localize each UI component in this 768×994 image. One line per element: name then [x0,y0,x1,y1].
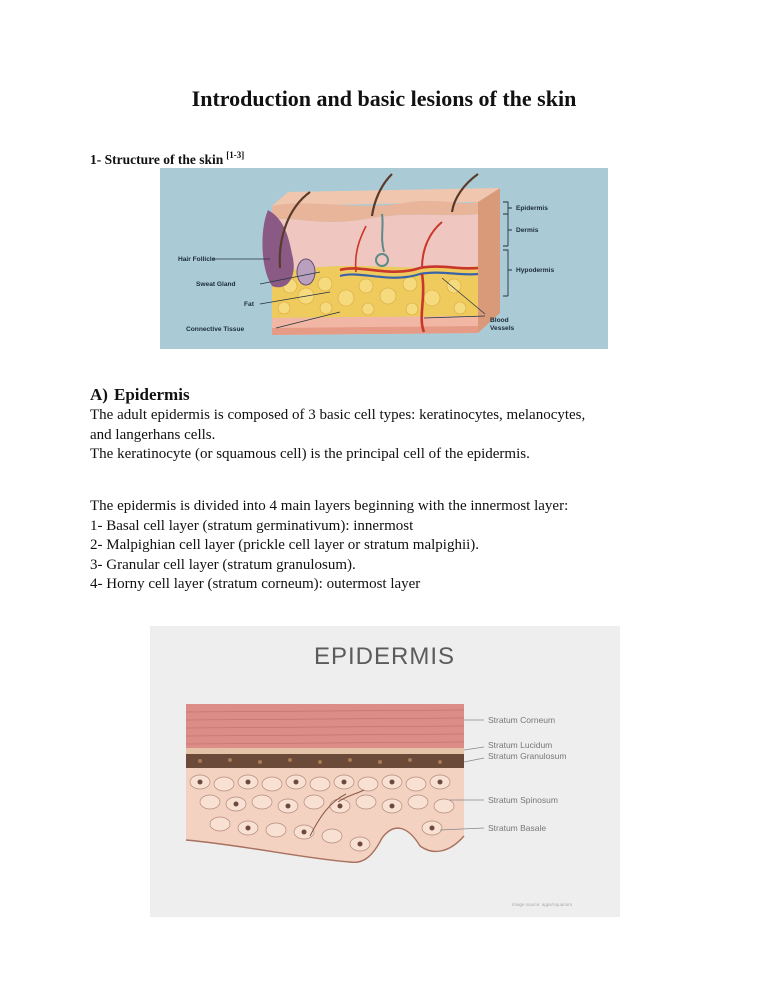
heading-number: A) [90,385,108,404]
label-blood: Blood [490,317,509,324]
list-item: 1- Basal cell layer (stratum germinativum): innermost [90,517,414,534]
list-item: 2- Malpighian cell layer (prickle cell layer or stratum malpighii). [90,537,480,553]
list-item: 3- Granular cell layer (stratum granulosum). [90,556,356,573]
label-dermis: Dermis [516,227,539,234]
label-stratum-basale: Stratum Basale [488,823,547,833]
page-title: Introduction and basic lesions of the skin [191,86,577,111]
epidermis-layers-figure [150,626,620,917]
text-line: and langerhans cells. [90,426,216,443]
label-stratum-spinosum: Stratum Spinosum [488,795,558,805]
label-stratum-granulosum: Stratum Granulosum [488,751,567,761]
label-hair-follicle: Hair Follicle [178,256,216,263]
label-stratum-corneum: Stratum Corneum [488,715,556,725]
paragraph-cell-types [90,406,690,465]
label-connective-tissue: Connective Tissue [186,326,245,333]
image-credit: Image source: agps/Aquarium [512,902,573,907]
epidermis-diagram [150,626,620,917]
label-stratum-lucidum: Stratum Lucidum [488,740,553,750]
text-line: The keratinocyte (or squamous cell) is the principal cell of the epidermis. [90,446,530,462]
figure-title: EPIDERMIS [314,643,456,670]
label-sweat-gland: Sweat Gland [196,281,236,288]
section-heading-structure [90,150,244,168]
label-vessels: Vessels [490,325,515,332]
reference-marker: [1-3] [226,150,245,160]
text-line: The epidermis is divided into 4 main layers beginning with the innermost layer: [90,498,569,514]
stratum-lucidum [186,748,464,754]
paragraph-layers [90,497,690,595]
label-fat: Fat [244,301,254,308]
label-hypodermis: Hypodermis [516,267,555,274]
heading-text: Epidermis [114,385,190,404]
text-line: The adult epidermis is composed of 3 basic cell types: keratinocytes, melanocytes, [90,407,586,423]
skin-structure-diagram [160,168,608,349]
label-epidermis: Epidermis [516,205,548,212]
list-item: 4- Horny cell layer (stratum corneum): outermost layer [90,576,421,592]
skin-structure-figure [160,168,608,349]
section-heading-text: 1- Structure of the skin [90,152,224,167]
section-heading-epidermis [90,385,190,405]
stratum-granulosum [186,754,464,768]
